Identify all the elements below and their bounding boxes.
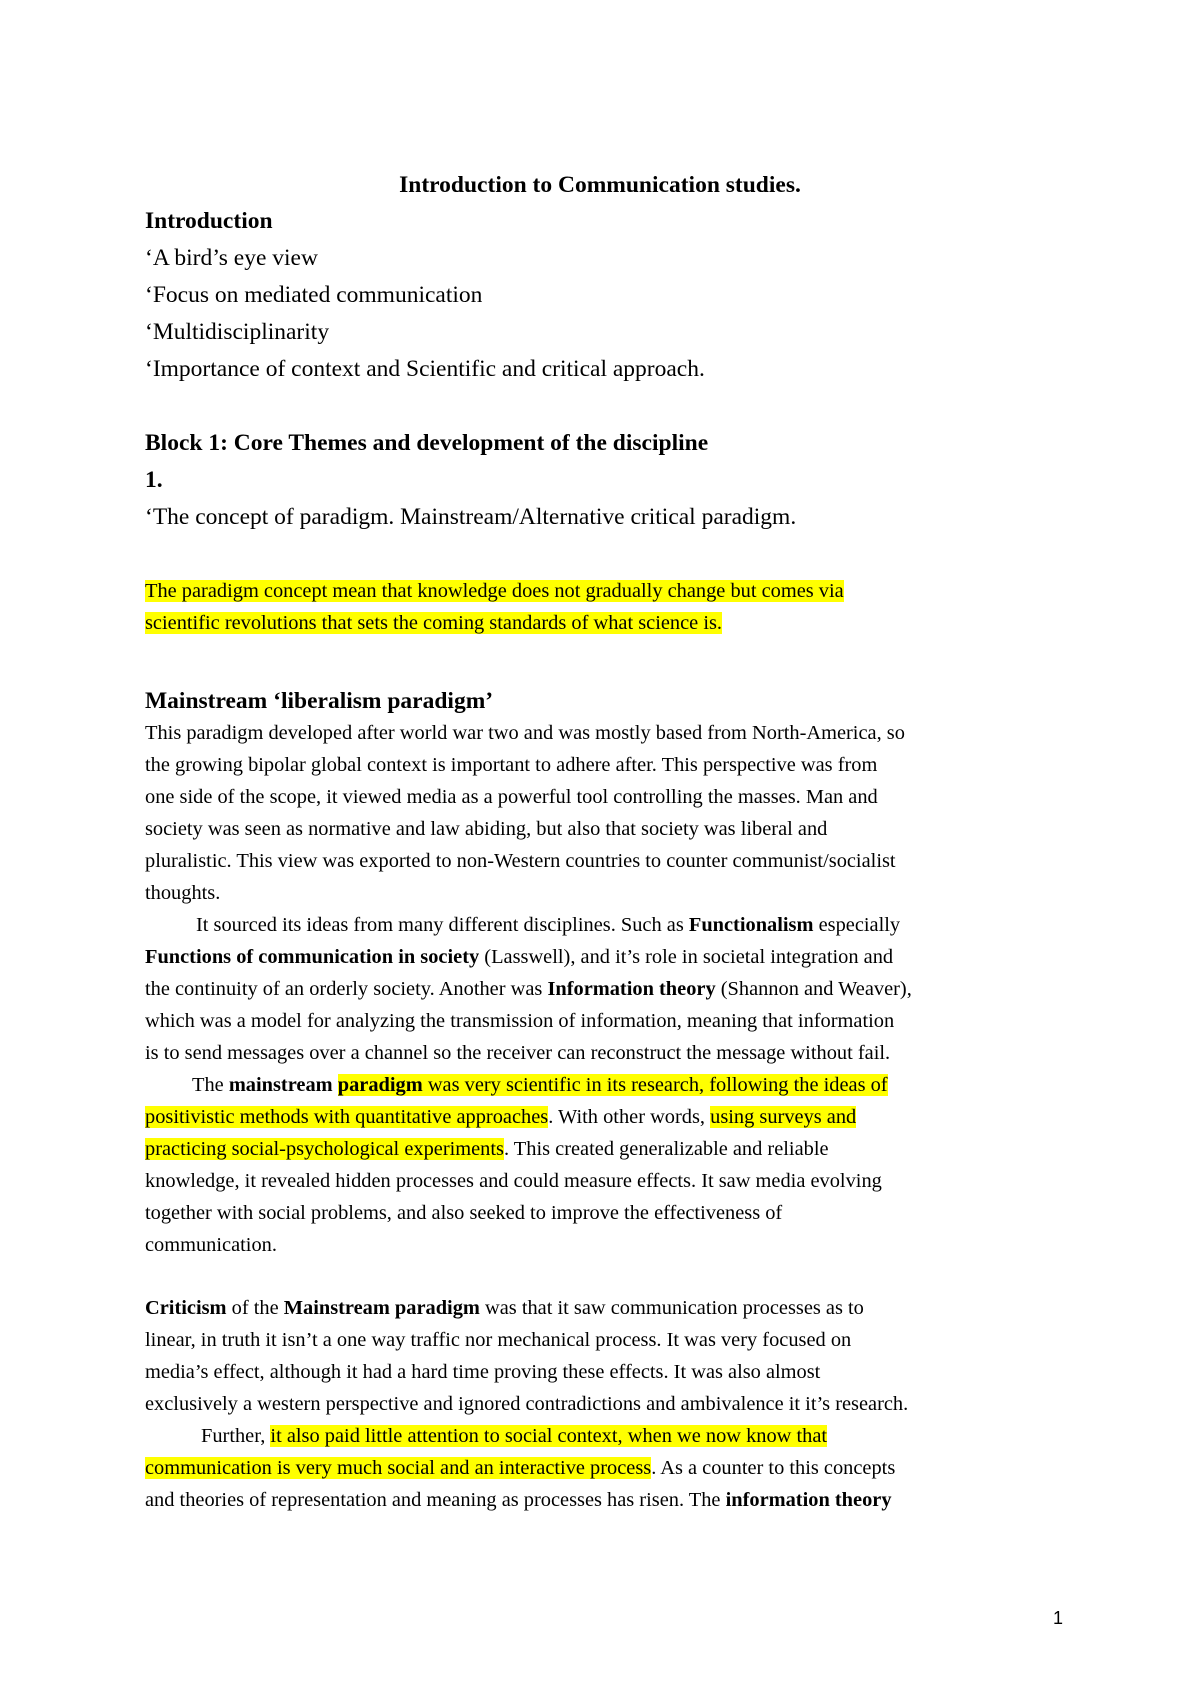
text-run: the continuity of an orderly society. Another was [145,978,548,1000]
body-line [145,1489,892,1512]
body-line: linear, in truth it isn’t a one way traffic nor mechanical process. It was very focused on [145,1329,852,1351]
document-title: Introduction to Communication studies. [399,172,801,198]
bold-term: mainstream [228,1074,333,1096]
bold-term: Information theory [547,978,716,1000]
body-line [145,1138,829,1161]
body-line: society was seen as normative and law abiding, but also that society was liberal and [145,818,828,840]
block1-topic: ‘The concept of paradigm. Mainstream/Alternative critical paradigm. [145,504,797,530]
body-line [192,1074,888,1097]
highlighted-text: it also paid little attention to social context, when we now know that [270,1425,828,1447]
paradigm-note-line [145,580,844,603]
bold-term: Criticism [145,1297,227,1319]
body-line: exclusively a western perspective and ignored contradictions and ambivalence it it’s research. [145,1393,909,1415]
body-line [145,1457,895,1480]
text-run: . This created generalizable and reliable [503,1138,829,1160]
text-run: and theories of representation and meaning as processes has risen. The [145,1489,726,1511]
highlighted-text: positivistic methods with quantitative approaches [145,1106,549,1128]
body-line [196,914,900,937]
intro-item: ‘A bird’s eye view [145,245,318,271]
body-line [145,1297,864,1320]
page-number: 1 [1053,1608,1064,1628]
body-line: This paradigm developed after world war two and was mostly based from North-America, so [145,722,905,744]
bold-term: Functions of communication in society [145,946,480,968]
text-run: Further, [201,1425,271,1447]
block1-number: 1. [145,467,163,493]
highlighted-text: scientific revolutions that sets the coming standards of what science is. [145,612,723,634]
body-line: knowledge, it revealed hidden processes and could measure effects. It saw media evolving [145,1170,882,1192]
body-line: one side of the scope, it viewed media as a powerful tool controlling the masses. Man and [145,786,878,808]
body-line: communication. [145,1234,277,1256]
block1-heading: Block 1: Core Themes and development of the discipline [145,430,709,456]
paradigm-note-line [145,612,722,635]
highlighted-text: communication is very much social and an interactive process [145,1457,652,1479]
text-run: The [192,1074,229,1096]
body-line [145,978,912,1001]
body-line: is to send messages over a channel so the receiver can reconstruct the message without fail. [145,1042,891,1064]
mainstream-heading: Mainstream ‘liberalism paradigm’ [145,688,494,714]
highlighted-text: using surveys and [710,1106,857,1128]
body-line: media’s effect, although it had a hard time proving these effects. It was also almost [145,1361,821,1383]
text-run: . As a counter to this concepts [651,1457,896,1479]
text-run: It sourced its ideas from many different disciplines. Such as [196,914,689,936]
bold-term: Functionalism [688,914,814,936]
body-line: the growing bipolar global context is important to adhere after. This perspective was from [145,754,878,776]
intro-item: ‘Importance of context and Scientific and critical approach. [145,356,705,382]
text-run: (Lasswell), and it’s role in societal integration and [479,946,894,968]
bold-term: Mainstream paradigm [283,1297,480,1319]
intro-item: ‘Multidisciplinarity [145,319,330,345]
body-line [145,1106,856,1129]
highlighted-text: practicing social-psychological experiments [145,1138,504,1160]
text-run: (Shannon and Weaver), [715,978,912,1000]
highlighted-text: was very scientific in its research, following the ideas of [422,1074,888,1096]
introduction-heading: Introduction [145,208,273,234]
text-run: of the [226,1297,284,1319]
body-line: which was a model for analyzing the transmission of information, meaning that information [145,1010,895,1032]
body-line: thoughts. [145,882,221,904]
text-run: . With other words, [548,1106,711,1128]
bold-term: information theory [725,1489,892,1511]
bold-term: paradigm [337,1074,423,1096]
body-line: pluralistic. This view was exported to non-Western countries to counter communist/socialist [145,850,896,872]
body-line [145,946,893,969]
intro-item: ‘Focus on mediated communication [145,282,483,308]
highlighted-text: The paradigm concept mean that knowledge does not gradually change but comes via [145,580,844,602]
body-line: together with social problems, and also seeked to improve the effectiveness of [145,1202,783,1224]
body-line [201,1425,827,1448]
text-run: especially [813,914,901,936]
text-run: was that it saw communication processes as to [479,1297,864,1319]
